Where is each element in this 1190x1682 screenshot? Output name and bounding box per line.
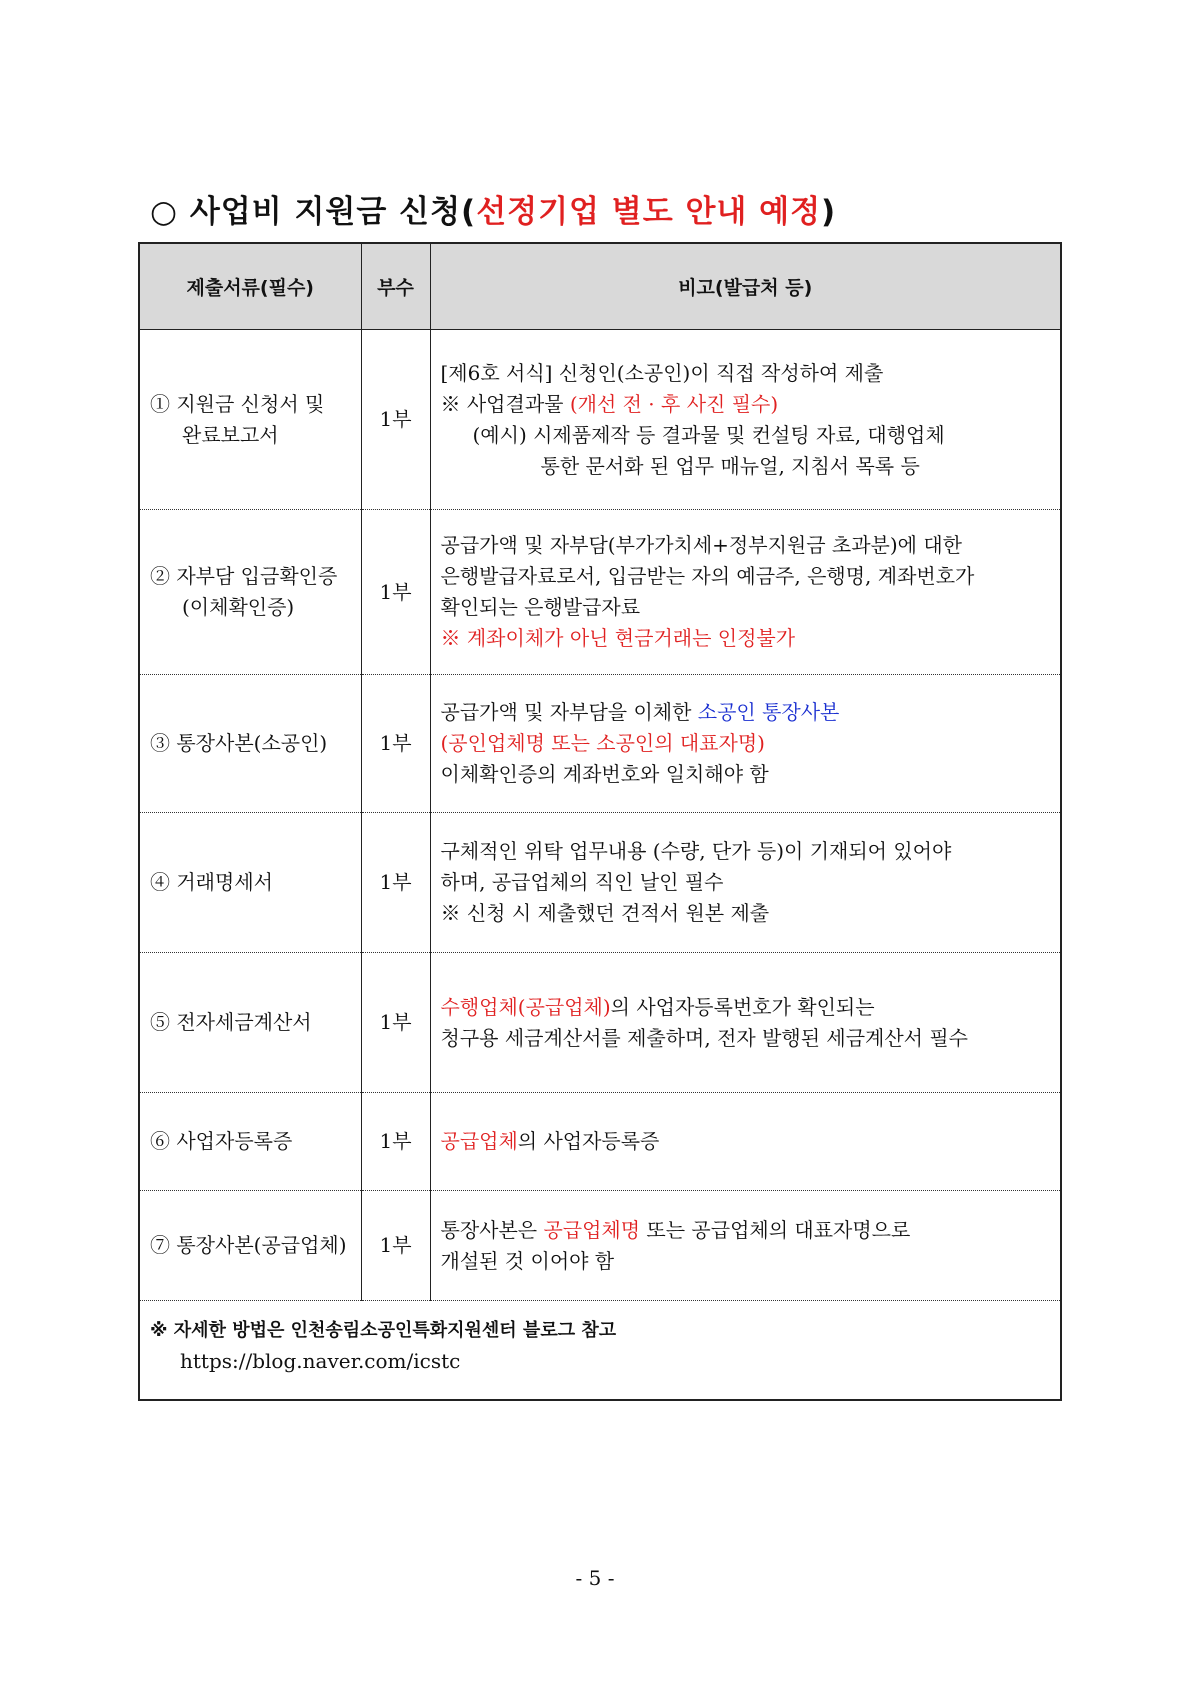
table-row (139, 330, 1061, 510)
circle-marker: ○ (150, 194, 179, 230)
name-line: 완료보고서 (182, 422, 279, 447)
document-note (430, 675, 1061, 813)
heading-main: 사업비 지원금 신청 (189, 194, 462, 230)
note-line: ※ 계좌이체가 아닌 현금거래는 인정불가 (440, 626, 796, 650)
note-blue-text: 소공인 통장사본 (697, 700, 840, 724)
note-line: [제6호 서식] 신청인(소공인)이 직접 작성하여 제출 (440, 360, 884, 385)
document-name (139, 1191, 361, 1301)
note-text: 의 사업자등록번호가 확인되는 (610, 994, 875, 1019)
note-line: 공급가액 및 자부담(부가가치세+정부지원금 초과분)에 대한 (440, 533, 962, 557)
page-number: - 5 - (575, 1566, 615, 1590)
note-line: 은행발급자료로서, 입금받는 자의 예금주, 은행명, 계좌번호가 (440, 564, 975, 588)
name-line: ③ 통장사본(소공인) (150, 731, 328, 755)
note-line (441, 1126, 1057, 1157)
blog-link[interactable]: https://blog.naver.com/icstc (180, 1349, 461, 1373)
document-name (139, 675, 361, 813)
note-red-text: 수행업체(공급업체) (440, 994, 611, 1019)
table-footer (139, 1301, 1061, 1401)
document-count: 1부 (361, 330, 430, 510)
heading-red-note: 선정기업 별도 안내 예정 (476, 194, 822, 230)
note-line: 청구용 세금계산서를 제출하며, 전자 발행된 세금계산서 필수 (440, 1025, 969, 1050)
heading-paren-close: ) (821, 194, 837, 230)
table-row (139, 510, 1061, 675)
note-line (441, 389, 1057, 420)
table-footer-row (139, 1301, 1061, 1401)
document-name (139, 813, 361, 953)
note-line: 통한 문서화 된 업무 매뉴얼, 지침서 목록 등 (540, 453, 920, 478)
note-text: 통장사본은 (440, 1217, 544, 1242)
document-note (430, 510, 1061, 675)
note-line: (공인업체명 또는 소공인의 대표자명) (440, 731, 765, 755)
document-note (430, 813, 1061, 953)
document-name (139, 510, 361, 675)
note-text: ※ 사업결과물 (440, 391, 570, 416)
document-count: 1부 (361, 953, 430, 1093)
table-row (139, 953, 1061, 1093)
note-text: 공급가액 및 자부담을 이체한 (440, 700, 698, 724)
note-line: 이체확인증의 계좌번호와 일치해야 함 (440, 762, 769, 786)
table-header-row (139, 243, 1061, 330)
heading-paren-open: ( (461, 194, 477, 230)
note-line (441, 1215, 1057, 1246)
document-count: 1부 (361, 675, 430, 813)
name-line: ⑦ 통장사본(공급업체) (150, 1233, 347, 1257)
note-line: 개설된 것 이어야 함 (440, 1248, 615, 1273)
document-note (430, 1093, 1061, 1191)
note-line: 구체적인 위탁 업무내용 (수량, 단가 등)이 기재되어 있어야 (440, 839, 952, 863)
note-red-text: (개선 전 · 후 사진 필수) (569, 391, 779, 416)
table-row (139, 1093, 1061, 1191)
note-red-text: 공급업체 (440, 1129, 518, 1153)
note-text: 의 사업자등록증 (517, 1129, 660, 1153)
document-note (430, 953, 1061, 1093)
note-line: 확인되는 은행발급자료 (440, 595, 641, 619)
document-count: 1부 (361, 510, 430, 675)
name-line: ④ 거래명세서 (150, 870, 273, 894)
document-count: 1부 (361, 813, 430, 953)
table-row (139, 1191, 1061, 1301)
name-line: ① 지원금 신청서 및 (150, 391, 325, 416)
note-line: (예시) 시제품제작 등 결과물 및 컨설팅 자료, 대행업체 (472, 422, 945, 447)
document-note (430, 330, 1061, 510)
note-text: 또는 공급업체의 대표자명으로 (640, 1217, 911, 1242)
footer-note: ※ 자세한 방법은 인천송림소공인특화지원센터 블로그 참고 (150, 1320, 617, 1341)
header-remarks: 비고(발급처 등) (430, 243, 1061, 330)
documents-table (138, 242, 1062, 1401)
note-line (441, 697, 1057, 728)
header-count: 부수 (361, 243, 430, 330)
note-line (441, 992, 1057, 1023)
name-line: (이체확인증) (182, 595, 295, 619)
section-heading (150, 186, 836, 231)
name-line: ⑤ 전자세금계산서 (150, 1010, 312, 1034)
document-name (139, 1093, 361, 1191)
note-line: ※ 신청 시 제출했던 견적서 원본 제출 (440, 901, 770, 925)
name-line: ⑥ 사업자등록증 (150, 1129, 293, 1153)
document-name (139, 330, 361, 510)
document-count: 1부 (361, 1191, 430, 1301)
document-name (139, 953, 361, 1093)
table-row (139, 813, 1061, 953)
header-documents: 제출서류(필수) (139, 243, 361, 330)
name-line: ② 자부담 입금확인증 (150, 564, 338, 588)
note-line: 하며, 공급업체의 직인 날인 필수 (440, 870, 724, 894)
document-note (430, 1191, 1061, 1301)
note-red-text: 공급업체명 (543, 1217, 641, 1242)
document-count: 1부 (361, 1093, 430, 1191)
table-row (139, 675, 1061, 813)
